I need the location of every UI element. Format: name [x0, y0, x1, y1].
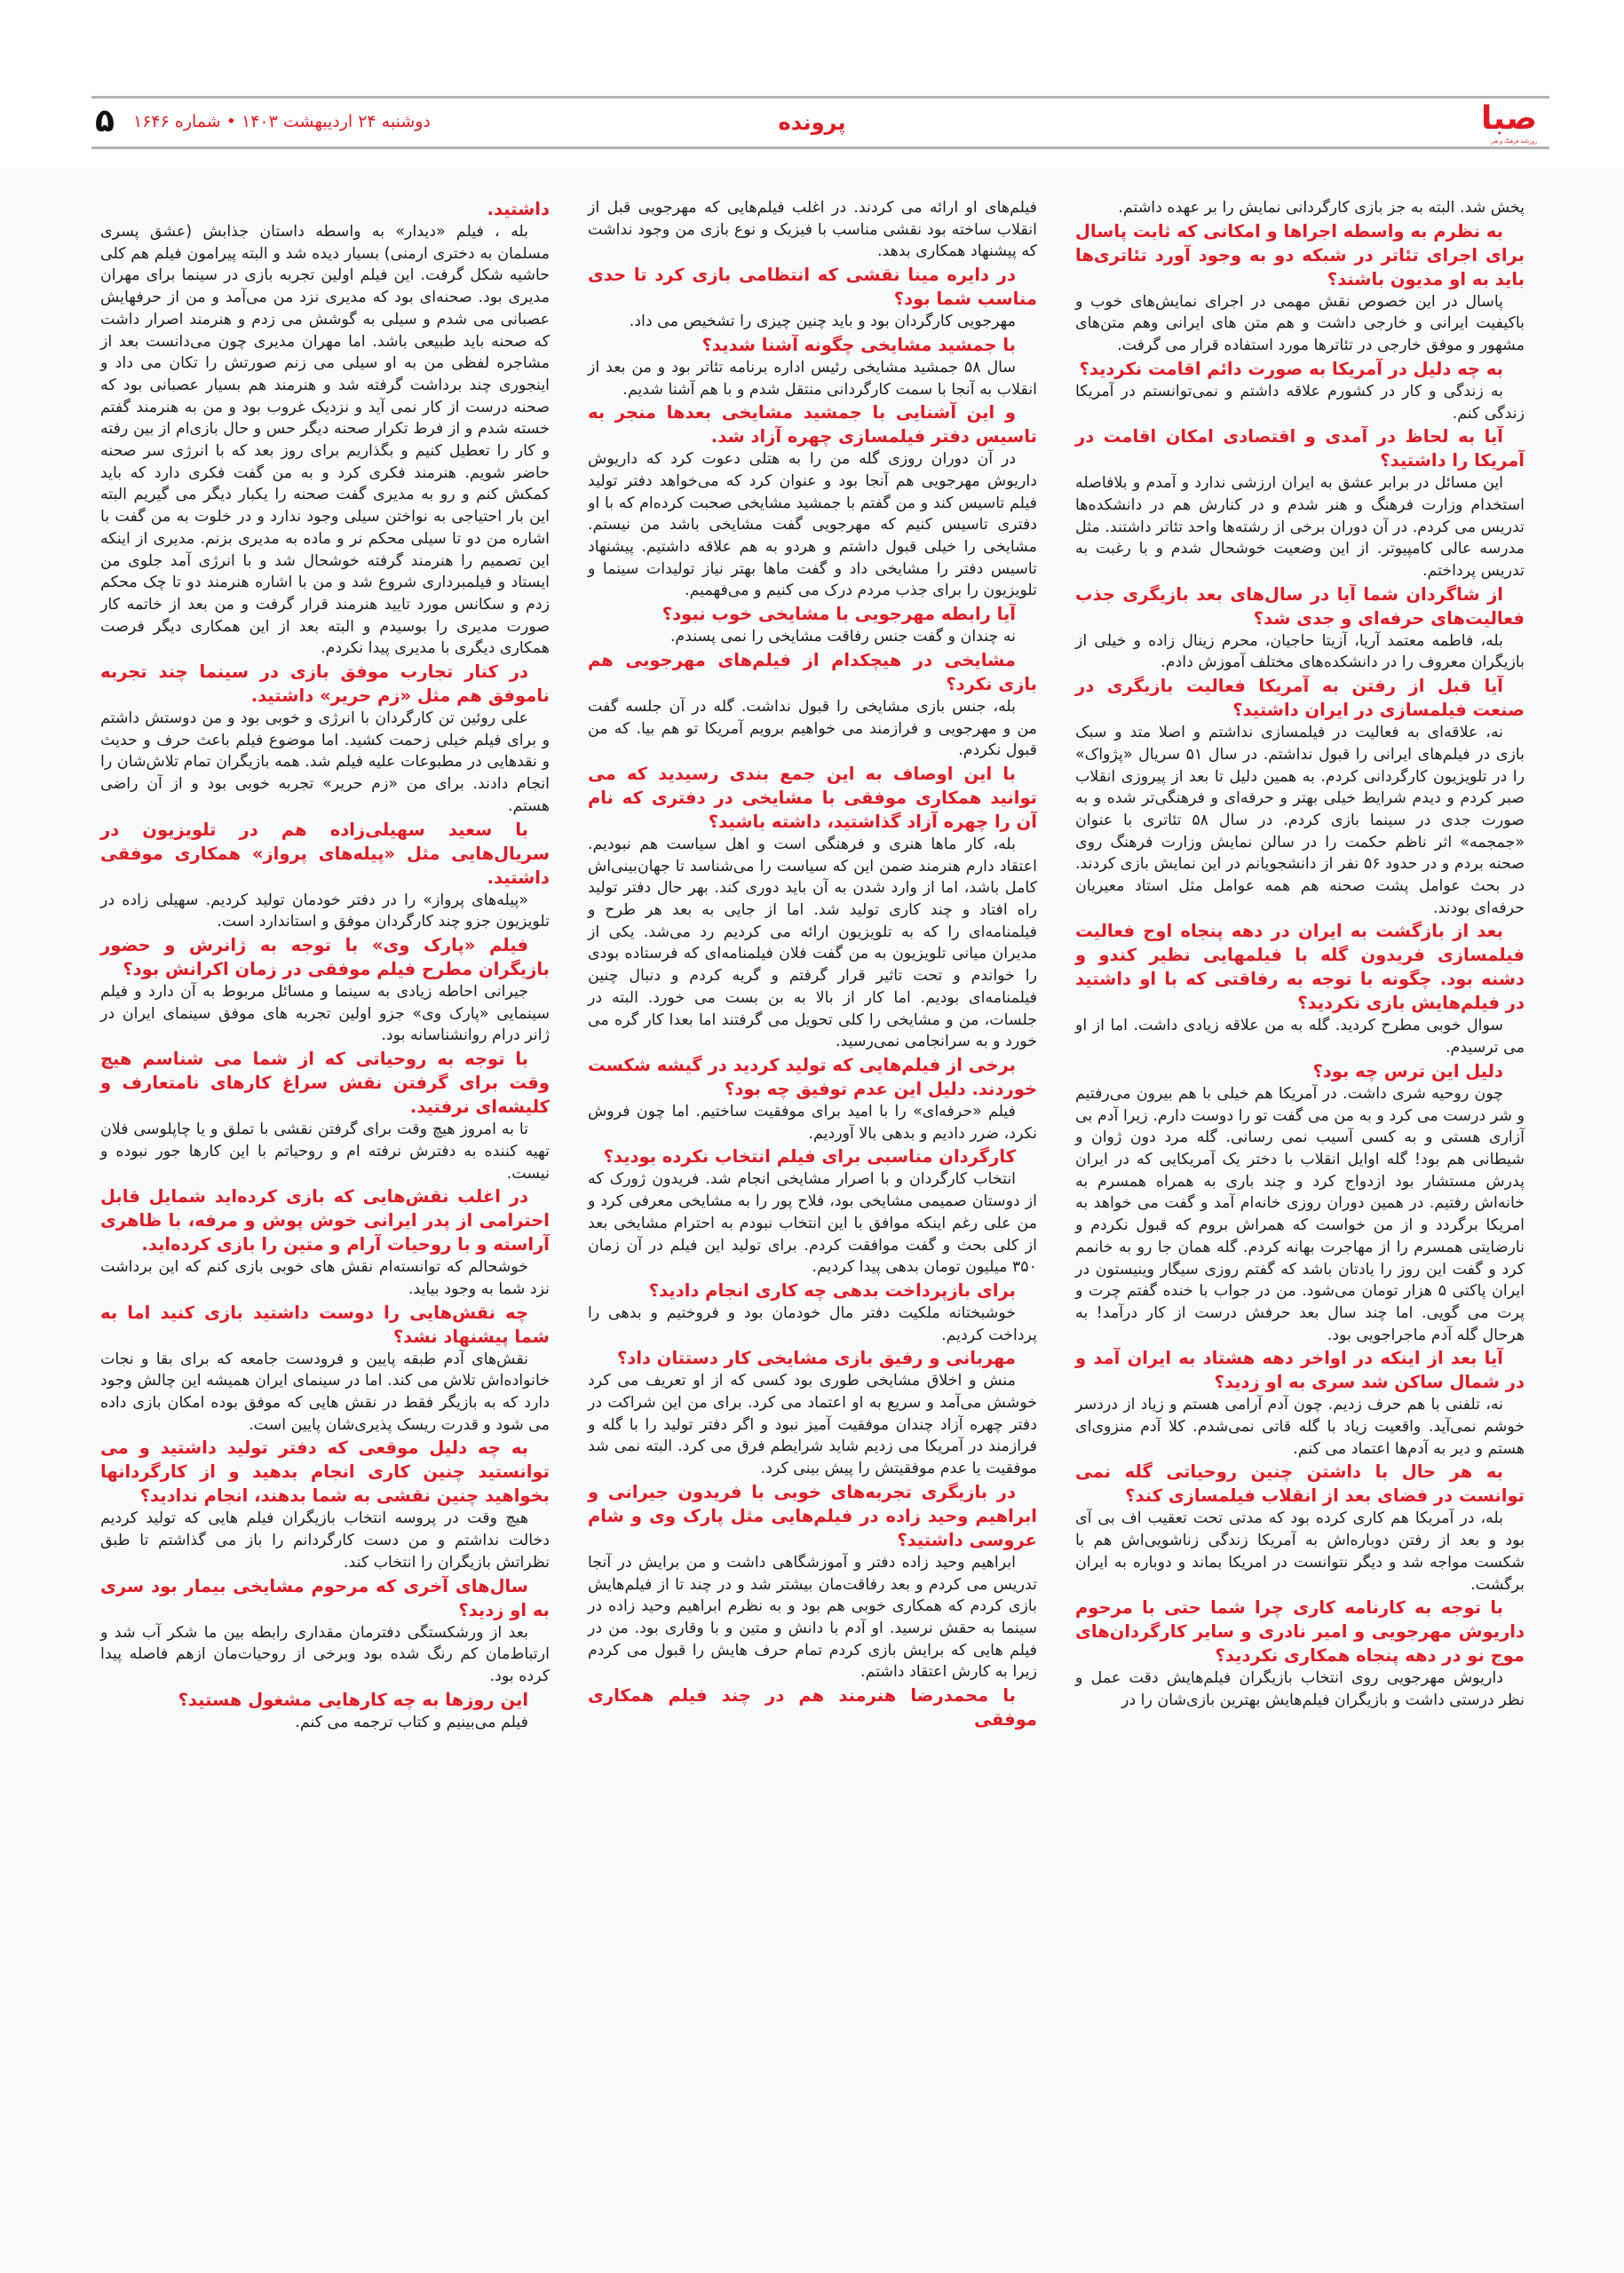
interview-answer: فیلم «حرفه‌ای» را با امید برای موفقیت ساختیم. اما چون فروش نکرد، ضرر دادیم و بدهی بالا آوردیم. — [588, 1102, 1037, 1143]
header-rule-bottom — [91, 147, 1549, 149]
interview-question: مشایخی در هیچکدام از فیلم‌های مهرجویی هم بازی نکرد؟ — [588, 649, 1037, 694]
interview-answer: فیلم می‌بینیم و کتاب ترجمه می کنم. — [295, 1713, 528, 1731]
section-title: پرونده — [778, 110, 846, 135]
interview-answer: تا به امروز هیچ وقت برای گرفتن نقشی با تملق و یا چاپلوسی فلان تهیه کننده به دفترش نرفته ام و روحیاتم با این کارها جور نبوده و نیست. — [100, 1121, 550, 1183]
interview-answer: علی روئین تن کارگردان با انرژی و خوبی بود و من دوستش داشتم و برای فیلم خیلی زحمت کشید. اما موضوع فیلم باعث حرف و حدیث و نقدهایی در مطبوعات علیه فیلم شد. همه بازیگران تمام تلاش‌شان را انجام دادند. برای من «زم حریر» تجربه خوبی بود و از آن راضی هستم. — [100, 709, 550, 815]
interview-question: در کنار تجارب موفق بازی در سینما چند تجربه ناموفق هم مثل «زم حریر» داشتید. — [100, 661, 550, 707]
interview-question: مهربانی و رفیق بازی مشایخی کار دستتان داد؟ — [617, 1348, 1016, 1369]
interview-question: با این اوصاف به این جمع بندی رسیدید که می توانید همکاری موفقی با مشایخی در دفتری که نام آن را چهره آزاد گذاشتید، داشته باشید؟ — [588, 763, 1037, 832]
interview-question: با محمدرضا هنرمند هم در چند فیلم همکاری موفقی — [588, 1685, 1037, 1730]
interview-answer: داریوش مهرجویی روی انتخاب بازیگران فیلم‌هایش دقت عمل و نظر درستی داشت و بازیگران فیلم‌هایش بهترین بازی‌شان را در — [1075, 1669, 1525, 1709]
interview-question: برای بازپرداخت بدهی چه کاری انجام دادید؟ — [648, 1279, 1016, 1301]
interview-question: به نظرم به واسطه اجراها و امکانی که ثابت پاسال برای اجرای تئاتر در شبکه دو به وجود آورد تئاتری‌ها باید به او مدیون باشند؟ — [1075, 220, 1525, 289]
interview-answer: خوشحالم که توانسته‌ام نقش های خوبی بازی کنم که این برداشت نزد شما به وجود بیاید. — [100, 1258, 550, 1298]
interview-answer: مهرجویی کارگردان بود و باید چنین چیزی را تشخیص می داد. — [629, 313, 1016, 331]
article-body — [99, 197, 1525, 2177]
interview-question: به چه دلیل در آمریکا به صورت دائم اقامت نکردید؟ — [1079, 358, 1503, 379]
interview-question: به هر حال با داشتن چنین روحیاتی گله نمی توانست در فضای بعد از انقلاب فیلمسازی کند؟ — [1075, 1461, 1525, 1507]
interview-question: چه نقش‌هایی را دوست داشتید بازی کنید اما به شما پیشنهاد نشد؟ — [100, 1302, 550, 1347]
interview-question: سال‌های آخری که مرحوم مشایخی بیمار بود سری به او زدید؟ — [100, 1575, 550, 1620]
interview-answer: نه، تلفنی با هم حرف زدیم. چون آدم آرامی هستم و زیاد از دردسر خوشم نمی‌آید. واقعیت زیاد با گله قاتی نمی‌شدم. کلا آدم منزوی‌ای هستم و دیر به آدم‌ها اعتماد می کنم. — [1075, 1396, 1525, 1458]
interview-answer: فیلم‌های او ارائه می کردند. در اغلب فیلم‌هایی که مهرجویی قبل از انقلاب ساخته بود نقشی مناسب با فیزیک و نوع بازی من وجود نداشت که پیشنهاد همکاری بدهد. — [588, 199, 1037, 261]
interview-answer: بله، جنس بازی مشایخی را قبول نداشت. گله در آن جلسه گفت من و مهرجویی و فرازمند می خواهیم برویم آمریکا تو هم بیا. که من قبول نکردم. — [588, 697, 1037, 760]
interview-answer: پاسال در این خصوص نقش مهمی در اجرای نمایش‌های خوب و باکیفیت ایرانی و خارجی داشت و هم متن های ایرانی وهم متن‌های مشهور و موفق خارجی در تئاترها مورد استفاده قرار می گرفت. — [1075, 292, 1525, 355]
interview-answer: به زندگی و کار در کشورم علاقه داشتم و نمی‌توانستم در آمریکا زندگی کنم. — [1075, 382, 1525, 423]
interview-answer: سال ۵۸ جمشید مشایخی رئیس اداره برنامه تئاتر بود و من بعد از انقلاب به آنجا با سمت کارگردانی منتقل شدم و با هم آشنا شدیم. — [588, 358, 1037, 399]
article-column-middle — [588, 197, 1037, 2177]
interview-answer: این مسائل در برابر عشق به ایران ارزشی ندارد و آمدم و بلافاصله استخدام وزارت فرهنگ و هنر شدم و در کنارش هم در دانشکده‌ها تدریس می کردم. در آن دوران برخی از رشته‌ها واحد تئاتر داشتند. مثل مدرسه عالی کامپیوتر. از این وضعیت خوشحال شدم و با رغبت به تدریس پرداختم. — [1075, 474, 1525, 581]
article-column-left — [100, 197, 550, 2177]
interview-answer: خوشبختانه ملکیت دفتر مال خودمان بود و فروختیم و بدهی را پرداخت کردیم. — [588, 1303, 1037, 1344]
interview-question: آیا به لحاظ در آمدی و اقتصادی امکان اقامت در آمریکا را داشتید؟ — [1075, 426, 1525, 471]
interview-question: برخی از فیلم‌هایی که تولید کردید در گیشه شکست خوردند. دلیل این عدم توفیق چه بود؟ — [588, 1054, 1037, 1099]
interview-answer: هیچ وقت در پروسه انتخاب بازیگران فیلم هایی که تولید کردیم دخالت نداشتم و من دست کارگردانم را باز می گذاشتم تا طبق نظراتش بازیگران را انتخاب کند. — [100, 1509, 550, 1572]
interview-answer: نه چندان و گفت جنس رفاقت مشایخی را نمی پسندم. — [669, 628, 1016, 646]
interview-answer: «پیله‌های پرواز» را در دفتر خودمان تولید کردیم. سهیلی زاده در تلویزیون جزو چند کارگردان موفق و استاندارد است. — [100, 891, 550, 931]
interview-answer: بله، در آمریکا هم کاری کرده بود که مدتی تحت تعقیب اف بی آی بود و بعد از رفتن دوباره‌اش به آمریکا زندگی زناشویی‌اش هم با شکست مواجه شد و دیگر نتوانست در امریکا بماند و دوباره به ایران برگشت. — [1075, 1509, 1525, 1594]
interview-answer: نقش‌های آدم طبقه پایین و فرودست جامعه که برای بقا و نجات خانواده‌اش تلاش می کند. اما در سینمای ایران همیشه این چالش وجود دارد که به بازیگر فقط در نقش هایی که موفق بوده امکان بازی داده می شود و قدرت ریسک پذیری‌شان پایین است. — [100, 1350, 550, 1434]
logo-wordmark: صبا — [1481, 100, 1537, 137]
interview-answer: چون روحیه شری داشت. در آمریکا هم خیلی با هم بیرون می‌رفتیم و شر درست می کرد و به من می گفت تو را دوست دارم. زیرا آدم بی آزاری هستی و به کسی آسیب نمی رسانی. گله مرد دون ژوان و شیطانی هم بود! گله اوایل انقلاب با دختر یک آمریکایی که در ایران پدرش مستشار بود ازدواج کرد و چند باری به همراه همسرم به خانه‌اش رفتیم. در همین دوران روزی خانه‌ام آمد و گفت می خواهد به امریکا برگردد و از من خواست که همراش بروم که قبول نکردم و نارضایتی همسرم را از مهاجرت بهانه کردم. گله همان جا رو به خانمم کرد و گفت این روز را یادتان باشد که گفتم روزی سیگار وینیستون در ایران پاکتی ۵ هزار تومان می‌شود. من در جواب با خنده گفتم چرت و پرت می گویی. اما چند سال بعد حرفش درست از کار درآمد! به هرحال گله آدم ماجراجویی بود. — [1075, 1084, 1525, 1344]
issue-dateline: دوشنبه ۲۴ اردیبهشت ۱۴۰۳ • شماره ۱۶۴۶ — [133, 112, 431, 131]
interview-question: فیلم «پارک وی» با توجه به ژانرش و حضور بازیگران مطرح فیلم موفقی در زمان اکرانش بود؟ — [100, 934, 550, 979]
interview-answer: بله ، فیلم «دیدار» به واسطه داستان جذابش (عشق پسری مسلمان به دختری ارمنی) بسیار دیده شد و البته پیرامون فیلم هم کلی حاشیه شکل گرفت. این فیلم اولین تجربه بازی در سینما برای مهران مدیری بود. صحنه‌ای بود که مدیری نزد من می‌آمد و من از حرفهایش عصبانی می شدم و سیلی به گوشش می زدم و هنرمند اصرار داشت که صحنه باید طبیعی باشد. اما مهران مدیری چون می‌دانست بعد از مشاجره لفظی من به او سیلی می زنم صورتش را تکان می داد و اینجوری چند برداشت گرفته شد و هنرمند هم بسیار عصبانی بود که صحنه درست از کار نمی آید و نزدیک غروب بود و من به هنرمند گفتم خسته شدم و از فرط تکرار صحنه دیگر حس و حال بازی‌ام از بین رفته و کار را تعطیل کنیم و بگذاریم برای روز بعد که با انرژی سر صحنه حاضر شویم. هنرمند فکری کرد و به من گفت فکری دارد که باید کمکش کنم و رو به مدیری گفت صحنه را یکبار دیگر می گیریم البته این بار احتیاجی به نواختن سیلی وجود ندارد و در خلوت به من گفت با اشاره من دو تا سیلی محکم نر و ماده به مدیری بزنم. مدیری از اینکه این تصمیم را هنرمند گرفته خوشحال شد و با انرژی آمد جلوی من ایستاد و فیلمبرداری شروع شد و من با اشاره هنرمند دو تا چک محکم زدم و سکانس مورد تایید هنرمند قرار گرفت و من بعد از خاتمه کار صورت مدیری را بوسیدم و البته بعد از این همکاری دیگر فرصت همکاری دیگری با مدیری پیدا نکردم. — [100, 223, 550, 658]
interview-question: در بازیگری تجربه‌های خوبی با فریدون جیرانی و ابراهیم وحید زاده در فیلم‌هایی مثل پارک وی و شام عروسی داشتید؟ — [588, 1481, 1037, 1550]
interview-answer: در آن دوران روزی گله من را به هتلی دعوت کرد که داریوش داریوش مهرجویی هم آنجا بود و عنوان کرد که می‌خواهد دفتر تولید فیلم تاسیس کند و من گفتم با جمشید مشایخی صحبت کرده‌ام که با او دفتری تاسیس کنیم که مهرجویی گفت مشایخی باشد من نیستم. مشایخی را خیلی قبول داشتم و هردو به هم علاقه داشتیم. پیشنهاد تاسیس دفتر را مشایخی داد و گفت ماها بهتر نیاز تولیدات سینما و تلویزیون را برای جذب مردم درک می کنیم و می‌فهمیم. — [588, 450, 1037, 600]
interview-answer: جیرانی احاطه زیادی به سینما و مسائل مربوط به آن دارد و فیلم سینمایی «پارک وی» جزو اولین تجربه های موفق سینمای ایران در ژانر درام روانشناسانه بود. — [100, 982, 550, 1045]
interview-question: از شاگردان شما آیا در سال‌های بعد بازیگری جذب فعالیت‌های حرفه‌ای و جدی شد؟ — [1075, 583, 1525, 629]
header-rule-top — [91, 96, 1549, 99]
interview-answer: ابراهیم وحید زاده دفتر و آموزشگاهی داشت و من برایش در آنجا تدریس می کردم و بعد رفاقت‌مان بیشتر شد و در چند تا از فیلم‌هایش بازی کردم که همکاری خوبی هم بود و به نظرم ابراهیم وحید زاده در سینما به حقش نرسید. او آدم با دانش و متین و با وقاری بود. من در فیلم هایی که برایش بازی کردم تمام حرف هایش را قبول می کردم زیرا به کارش اعتقاد داشتم. — [588, 1553, 1037, 1682]
interview-question: با توجه به کارنامه کاری چرا شما حتی با مرحوم داریوش مهرجویی و امیر نادری و سایر کارگردان‌های موج نو در دهه پنجاه همکاری نکردید؟ — [1075, 1597, 1525, 1667]
interview-question: آیا رابطه مهرجویی با مشایخی خوب نبود؟ — [661, 604, 1016, 625]
interview-answer: نه، علاقه‌ای به فعالیت در فیلمسازی نداشتم و اصلا متد و سبک بازی در فیلم‌های ایرانی را قبول نداشتم. در سال ۵۱ سریال «پژواک» را در تلویزیون کارگردانی کردم. به همین دلیل تا بعد از پیروزی انقلاب صبر کردم و دیدم شرایط خیلی بهتر و حرفه‌ای و فرهنگی‌تر شده و به صورت جدی در سینما بازی کردم. در سال ۵۸ تئاتری با عنوان «جمجمه» اثر ناظم حکمت را در سالن نمایش وزارت فرهنگ روی صحنه بردم و در حدود ۵۶ نفر از دانشجویانم در این نمایش بازی کردند. در بحث عوامل پشت صحنه هم همه عوامل مثل استاد معیریان حرفه‌ای بودند. — [1075, 724, 1525, 917]
interview-answer: منش و اخلاق مشایخی طوری بود کسی که از او تعریف می کرد خوشش می‌آمد و سریع به او اعتماد می کرد. برای من این شراکت در دفتر چهره آزاد چندان موفقیت آمیز نبود و اگر دفتر تولید را با گله و فرازمند در آمریکا می زدیم شاید شرایطم فرق می کرد. البته نمی شد موفقیت یا عدم موفقیتش را پیش بینی کرد. — [588, 1372, 1037, 1478]
interview-question: در اغلب نقش‌هایی که بازی کرده‌اید شمایل قابل احترامی از پدر ایرانی خوش پوش و مرفه، با ظاهری آراسته و با روحیات آرام و متین را بازی کرده‌اید. — [100, 1186, 550, 1255]
interview-answer: بعد از ورشکستگی دفترمان مقداری رابطه بین ما شکر آب شد و ارتباط‌مان کم رنگ شده بود وبرخی از روحیات‌مان ازهم فاصله پیدا کرده بود. — [100, 1623, 550, 1685]
interview-answer: سوال خوبی مطرح کردید. گله به من علاقه زیادی داشت. اما از او می ترسیدم. — [1075, 1017, 1525, 1057]
interview-answer: پخش شد. البته به جز بازی کارگردانی نمایش را بر عهده داشتم. — [1118, 199, 1525, 217]
logo-tagline: روزنامه فرهنگ و هنر — [1490, 139, 1537, 145]
interview-question: آیا بعد از اینکه در اواخر دهه هشتاد به ایران آمد و در شمال ساکن شد سری به او زدید؟ — [1075, 1348, 1525, 1393]
interview-question: و این آشنایی با جمشید مشایخی بعدها منجر به تاسیس دفتر فیلمسازی چهره آزاد شد. — [588, 402, 1037, 447]
interview-answer: بله، فاطمه معتمد آریا، آزیتا حاجیان، محرم زینال زاده و خیلی از بازیگران معروف را در دانشکده‌های مختلف آموزش دادم. — [1075, 631, 1525, 672]
interview-answer: بله، کار ماها هنری و فرهنگی است و اهل سیاست هم نبودیم. اعتقاد دارم هنرمند ضمن این که سیاست را می‌شناسد تا جهان‌بینی‌اش کامل باشد، اما از وارد شدن به آن باید دوری کند. بهر حال دفتر تولید راه افتاد و چند کاری تولید شد. اما از جایی به بعد هر طرح و فیلمنامه‌ای را که به تلویزیون ارائه می کردیم رد می‌شد. یکی از مدیران میانی تلویزیون به من گفت فلان فیلمنامه‌ای که فرستاده بودی را خواندم و تحت تاثیر قرار گرفتم و گریه کردم و دنبال چنین فیلمنامه‌ای بودیم. اما کار از بالا به بن بست می خورد. البته در جلسات، من و مشایخی را کلی تحویل می گرفتند اما بعدا کار گره می خورد و به سرانجامی نمی‌رسید. — [588, 835, 1037, 1051]
top-margin — [0, 0, 1624, 89]
interview-question: کارگردان مناسبی برای فیلم انتخاب نکرده بودید؟ — [603, 1146, 1016, 1168]
interview-answer: انتخاب کارگردان و با اصرار مشایخی انجام شد. فریدون ژورک که از دوستان صمیمی مشایخی بود، فلاح پور را به مشایخی معرفی کرد و من علی رغم اینکه موافق با این انتخاب نبودم به احترام مشایخی بعد از کلی بحث و گفت موافقت کردم. برای تولید این فیلم در آن زمان ۳۵۰ میلیون تومان بدهی پیدا کردیم. — [588, 1170, 1037, 1277]
interview-question: این روزها به چه کارهایی مشغول هستید؟ — [178, 1689, 528, 1710]
interview-question: در دایره مینا نقشی که انتظامی بازی کرد تا حدی مناسب شما بود؟ — [588, 265, 1037, 310]
interview-question: با جمشید مشایخی چگونه آشنا شدید؟ — [701, 334, 1016, 355]
interview-question: بعد از بازگشت به ایران در دهه پنجاه اوج فعالیت فیلمسازی فریدون گله با فیلمهایی نظیر کندو و دشنه بود. چگونه با توجه به رفاقتی که با او داشتید در فیلم‌هایش بازی نکردید؟ — [1075, 921, 1525, 1014]
page-number: ۵ — [95, 103, 115, 139]
article-column-right — [1075, 197, 1525, 2177]
interview-question: به چه دلیل موقعی که دفتر تولید داشتید و می توانستید چنین کاری انجام بدهید و از کارگردانها بخواهید چنین نقشی به شما بدهند، انجام ندادید؟ — [100, 1437, 550, 1507]
interview-question: آیا قبل از رفتن به آمریکا فعالیت بازیگری در صنعت فیلمسازی در ایران داشتید؟ — [1075, 676, 1525, 721]
interview-question: دلیل این ترس چه بود؟ — [1312, 1060, 1503, 1081]
interview-question: با سعید سهیلی‌زاده هم در تلویزیون در سریال‌هایی مثل «پیله‌های پرواز» همکاری موفقی داشتید. — [100, 819, 550, 888]
interview-question: با توجه به روحیاتی که از شما می شناسم هیچ وقت برای گرفتن نقش سراغ کارهای نامتعارف و کلیشه‌ای نرفتید. — [100, 1049, 550, 1118]
interview-question: داشتید. — [487, 199, 550, 219]
